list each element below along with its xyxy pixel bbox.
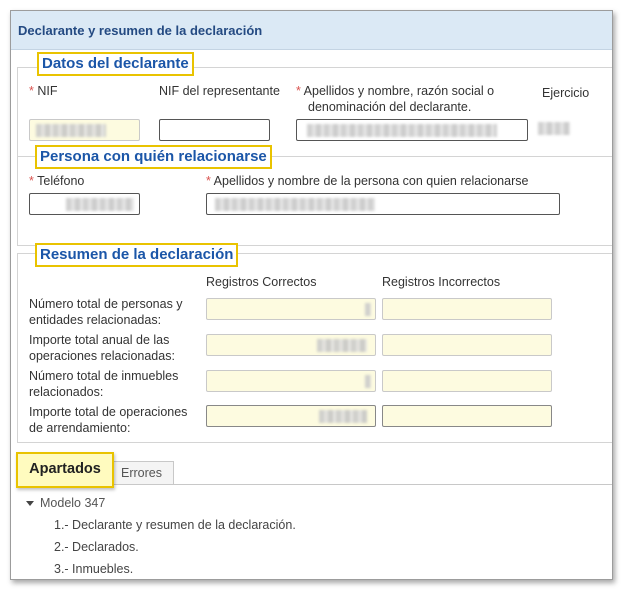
nombre-declarante-input[interactable]: [296, 119, 528, 141]
nombre-declarante-label: * Apellidos y nombre, razón social o denominación del declarante.: [296, 84, 495, 114]
tree-root-modelo[interactable]: Modelo 347: [26, 496, 105, 510]
tree-item-declarante[interactable]: 1.- Declarante y resumen de la declaración.: [54, 518, 296, 532]
telefono-input[interactable]: [29, 193, 140, 215]
inmuebles-correctos-input[interactable]: [206, 370, 376, 392]
nif-label: * NIF: [29, 84, 58, 98]
row-label-importe-anual: Importe total anual de las operaciones relacionadas:: [29, 333, 175, 363]
inmuebles-incorrectos-input[interactable]: [382, 370, 552, 392]
tree-item-inmuebles[interactable]: 3.- Inmuebles.: [54, 562, 134, 576]
personas-correctos-input[interactable]: [206, 298, 376, 320]
nif-input[interactable]: [29, 119, 140, 141]
row-label-inmuebles: Número total de inmuebles relacionados:: [29, 369, 179, 399]
tree-item-declarados[interactable]: 2.- Declarados.: [54, 540, 139, 554]
telefono-label: * Teléfono: [29, 174, 85, 188]
nif-representante-input[interactable]: [159, 119, 270, 141]
caret-down-icon[interactable]: [26, 501, 34, 506]
ejercicio-value: [538, 122, 570, 135]
importe-anual-incorrectos-input[interactable]: [382, 334, 552, 356]
nombre-persona-label: * Apellidos y nombre de la persona con quien relacionarse: [206, 174, 529, 188]
title-bar: [11, 11, 612, 50]
nif-representante-label: NIF del representante: [159, 84, 280, 98]
row-label-personas: Número total de personas y entidades relacionadas:: [29, 297, 183, 327]
form-window: [10, 10, 613, 580]
tab-apartados[interactable]: Apartados: [16, 452, 114, 488]
resumen-legend: Resumen de la declaración: [35, 243, 238, 267]
personas-incorrectos-input[interactable]: [382, 298, 552, 320]
arrendamiento-correctos-input[interactable]: [206, 405, 376, 427]
importe-anual-correctos-input[interactable]: [206, 334, 376, 356]
persona-legend: Persona con quién relacionarse: [35, 145, 272, 169]
ejercicio-label: Ejercicio: [542, 86, 590, 100]
arrendamiento-incorrectos-input[interactable]: [382, 405, 552, 427]
page-title: Declarante y resumen de la declaración: [18, 23, 263, 38]
col-incorrectos-header: Registros Incorrectos: [382, 275, 501, 289]
declarante-legend: Datos del declarante: [37, 52, 194, 76]
row-label-arrendamiento: Importe total de operaciones de arrendamiento:: [29, 405, 188, 435]
col-correctos-header: Registros Correctos: [206, 275, 317, 289]
tab-errores[interactable]: Errores: [100, 461, 174, 484]
apartados-tree: [11, 488, 612, 579]
nombre-persona-input[interactable]: [206, 193, 560, 215]
